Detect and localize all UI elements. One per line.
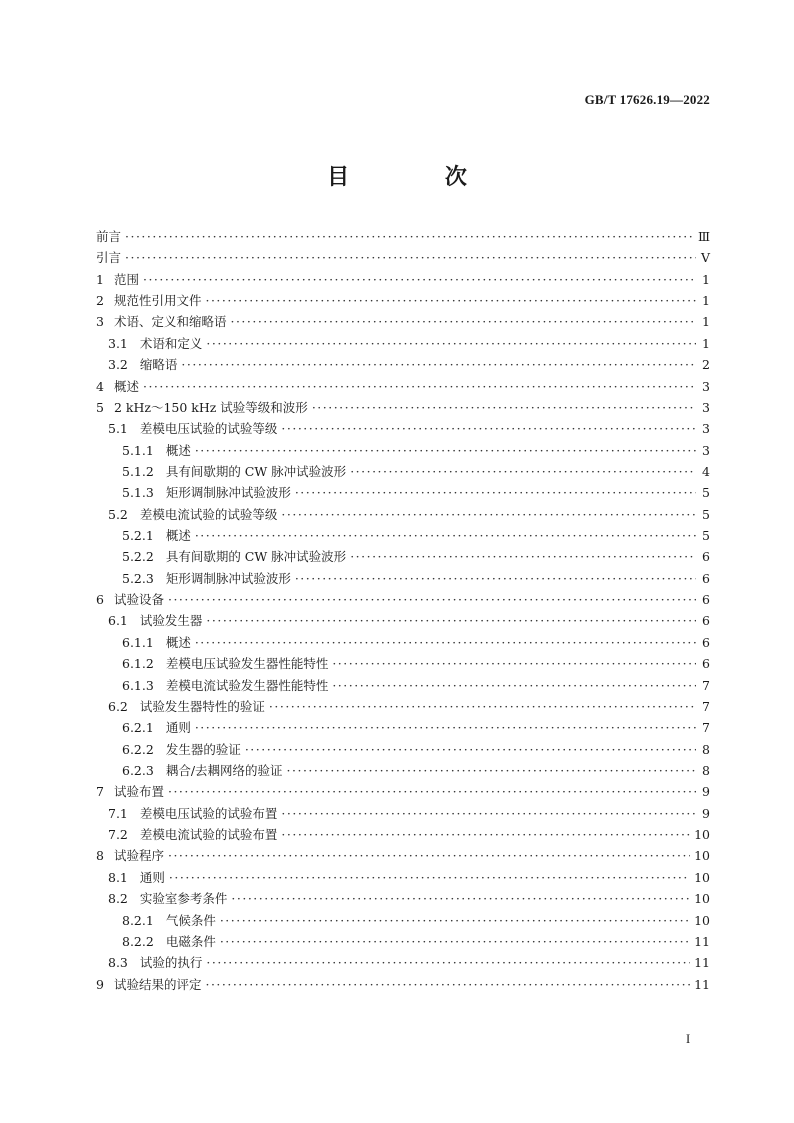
toc-entry[interactable] bbox=[96, 504, 710, 525]
toc-entry-number: 9 bbox=[96, 976, 104, 992]
dot-leader bbox=[231, 888, 690, 909]
toc-entry-number: 3 bbox=[96, 314, 104, 330]
toc-entry[interactable] bbox=[96, 675, 710, 696]
toc-entry-number: 6.1.3 bbox=[122, 677, 154, 693]
toc-entry[interactable] bbox=[96, 482, 710, 503]
toc-entry-number: 5.1.2 bbox=[122, 463, 154, 479]
toc-entry[interactable] bbox=[96, 974, 710, 995]
dot-leader bbox=[181, 354, 696, 375]
toc-entry-label: 差模电压试验的试验等级 bbox=[139, 421, 278, 437]
toc-entry[interactable] bbox=[96, 546, 710, 567]
toc-entry-number: 6.2.3 bbox=[122, 762, 154, 778]
toc-entry-page: 5 bbox=[702, 528, 710, 544]
dot-leader bbox=[125, 247, 696, 268]
toc-entry-number: 6.2.1 bbox=[122, 720, 154, 736]
toc-entry-label: 试验发生器特性的验证 bbox=[139, 698, 265, 714]
toc-entry-number: 6.2 bbox=[108, 698, 128, 714]
toc-entry[interactable] bbox=[96, 333, 710, 354]
toc-entry-number: 5.1.1 bbox=[122, 442, 154, 458]
toc-entry[interactable] bbox=[96, 525, 710, 546]
toc-entry-number: 4 bbox=[96, 378, 104, 394]
toc-entry-number: 8.2.1 bbox=[122, 912, 154, 928]
toc-entry-page: 8 bbox=[702, 762, 710, 778]
toc-entry-page: 7 bbox=[702, 698, 710, 714]
toc-entry-label: 实验室参考条件 bbox=[139, 891, 228, 907]
toc-entry-label: 电磁条件 bbox=[165, 933, 216, 949]
toc-entry-page: 9 bbox=[702, 784, 710, 800]
toc-entry-label: 差模电流试验的试验等级 bbox=[139, 506, 278, 522]
toc-entry[interactable] bbox=[96, 397, 710, 418]
table-of-contents bbox=[96, 226, 710, 995]
toc-entry-page: 3 bbox=[702, 378, 710, 394]
toc-entry-number: 7.1 bbox=[108, 805, 128, 821]
toc-entry-label: 2 kHz～150 kHz 试验等级和波形 bbox=[113, 399, 308, 415]
toc-entry-number: 8.2.2 bbox=[122, 933, 154, 949]
toc-entry-label: 差模电压试验的试验布置 bbox=[139, 805, 278, 821]
toc-entry-label: 概述 bbox=[165, 528, 191, 544]
toc-entry-label: 引言 bbox=[96, 250, 122, 266]
toc-entry-label: 差模电流试验的试验布置 bbox=[139, 827, 278, 843]
toc-entry-page: 6 bbox=[702, 592, 710, 608]
toc-entry-page: 3 bbox=[702, 442, 710, 458]
dot-leader bbox=[169, 867, 690, 888]
toc-entry-label: 术语和定义 bbox=[139, 335, 203, 351]
toc-entry-label: 试验发生器 bbox=[139, 613, 203, 629]
toc-entry-page: 9 bbox=[702, 805, 710, 821]
toc-entry-page: 11 bbox=[694, 976, 710, 992]
dot-leader bbox=[195, 525, 696, 546]
toc-entry-page: 1 bbox=[702, 271, 710, 287]
toc-entry-page: Ⅲ bbox=[697, 229, 710, 244]
toc-entry-page: 10 bbox=[694, 848, 710, 864]
toc-entry-label: 矩形调制脉冲试验波形 bbox=[165, 570, 291, 586]
toc-entry[interactable] bbox=[96, 290, 710, 311]
dot-leader bbox=[350, 546, 696, 567]
toc-entry[interactable] bbox=[96, 440, 710, 461]
toc-entry[interactable] bbox=[96, 247, 710, 268]
dot-leader bbox=[287, 760, 696, 781]
toc-entry[interactable] bbox=[96, 845, 710, 866]
toc-entry[interactable] bbox=[96, 589, 710, 610]
toc-entry-page: 4 bbox=[702, 463, 710, 479]
dot-leader bbox=[143, 269, 696, 290]
dot-leader bbox=[168, 845, 690, 866]
toc-entry-page: 11 bbox=[694, 933, 710, 949]
toc-entry[interactable] bbox=[96, 226, 710, 247]
toc-entry-page: 3 bbox=[702, 399, 710, 415]
toc-entry[interactable] bbox=[96, 824, 710, 845]
dot-leader bbox=[245, 739, 696, 760]
toc-entry-label: 规范性引用文件 bbox=[113, 293, 202, 309]
dot-leader bbox=[195, 717, 696, 738]
toc-entry-label: 耦合/去耦网络的验证 bbox=[165, 762, 283, 778]
toc-entry-page: 7 bbox=[702, 720, 710, 736]
toc-entry-label: 矩形调制脉冲试验波形 bbox=[165, 485, 291, 501]
dot-leader bbox=[312, 397, 696, 418]
toc-entry[interactable] bbox=[96, 376, 710, 397]
dot-leader bbox=[195, 440, 696, 461]
toc-entry-page: 10 bbox=[694, 827, 710, 843]
toc-entry-label: 范围 bbox=[113, 271, 139, 287]
toc-entry-page: 10 bbox=[694, 891, 710, 907]
dot-leader bbox=[332, 653, 696, 674]
toc-entry[interactable] bbox=[96, 760, 710, 781]
toc-entry-label: 试验结果的评定 bbox=[113, 976, 202, 992]
toc-entry-label: 差模电压试验发生器性能特性 bbox=[165, 656, 329, 672]
toc-entry-label: 概述 bbox=[165, 442, 191, 458]
toc-entry-page: 10 bbox=[694, 869, 710, 885]
toc-entry[interactable] bbox=[96, 269, 710, 290]
toc-entry-label: 气候条件 bbox=[165, 912, 216, 928]
toc-entry-page: 6 bbox=[702, 656, 710, 672]
dot-leader bbox=[125, 226, 694, 247]
toc-entry-number: 5.1 bbox=[108, 421, 128, 437]
toc-entry-number: 6.1.1 bbox=[122, 634, 154, 650]
toc-entry-number: 8.2 bbox=[108, 891, 128, 907]
toc-entry-label: 发生器的验证 bbox=[165, 741, 241, 757]
toc-entry-number: 1 bbox=[96, 271, 104, 287]
dot-leader bbox=[295, 482, 696, 503]
toc-entry[interactable] bbox=[96, 311, 710, 332]
toc-entry-number: 5 bbox=[96, 399, 104, 415]
toc-entry[interactable] bbox=[96, 931, 710, 952]
dot-leader bbox=[206, 333, 696, 354]
toc-entry-number: 3.1 bbox=[108, 335, 128, 351]
dot-leader bbox=[230, 311, 696, 332]
dot-leader bbox=[281, 504, 696, 525]
page-title: 目 次 bbox=[327, 164, 511, 190]
toc-entry[interactable] bbox=[96, 739, 710, 760]
dot-leader bbox=[281, 824, 690, 845]
toc-entry-page: 6 bbox=[702, 549, 710, 565]
toc-entry-page: Ⅴ bbox=[700, 250, 710, 266]
dot-leader bbox=[269, 696, 696, 717]
toc-entry-label: 概述 bbox=[113, 378, 139, 394]
toc-entry-page: 1 bbox=[702, 293, 710, 309]
toc-entry-page: 1 bbox=[702, 335, 710, 351]
toc-entry[interactable] bbox=[96, 952, 710, 973]
dot-leader bbox=[220, 931, 690, 952]
toc-entry-page: 7 bbox=[702, 677, 710, 693]
page-number: I bbox=[686, 1032, 691, 1046]
dot-leader bbox=[205, 974, 690, 995]
toc-entry-number: 6 bbox=[96, 592, 104, 608]
dot-leader bbox=[281, 418, 696, 439]
toc-entry-number: 8.3 bbox=[108, 955, 128, 971]
toc-entry[interactable] bbox=[96, 354, 710, 375]
dot-leader bbox=[332, 675, 696, 696]
toc-entry-number: 5.2.2 bbox=[122, 549, 154, 565]
toc-entry-label: 概述 bbox=[165, 634, 191, 650]
toc-entry-page: 10 bbox=[694, 912, 710, 928]
toc-entry-number: 8.1 bbox=[108, 869, 128, 885]
toc-entry-page: 1 bbox=[702, 314, 710, 330]
dot-leader bbox=[168, 589, 696, 610]
toc-entry-label: 具有间歇期的 CW 脉冲试验波形 bbox=[165, 549, 347, 565]
toc-entry[interactable] bbox=[96, 653, 710, 674]
toc-entry-page: 6 bbox=[702, 634, 710, 650]
toc-entry-number: 5.1.3 bbox=[122, 485, 154, 501]
dot-leader bbox=[195, 632, 696, 653]
toc-entry-label: 差模电流试验发生器性能特性 bbox=[165, 677, 329, 693]
toc-entry-number: 8 bbox=[96, 848, 104, 864]
toc-entry[interactable] bbox=[96, 461, 710, 482]
toc-entry-label: 具有间歇期的 CW 脉冲试验波形 bbox=[165, 463, 347, 479]
toc-entry-label: 通则 bbox=[139, 869, 165, 885]
toc-entry-number: 7 bbox=[96, 784, 104, 800]
toc-entry-page: 11 bbox=[694, 955, 710, 971]
toc-entry-number: 2 bbox=[96, 293, 104, 309]
toc-entry[interactable] bbox=[96, 867, 710, 888]
toc-entry-label: 试验的执行 bbox=[139, 955, 203, 971]
toc-entry-label: 缩略语 bbox=[139, 357, 178, 373]
dot-leader bbox=[206, 610, 696, 631]
toc-entry-number: 6.1.2 bbox=[122, 656, 154, 672]
dot-leader bbox=[168, 781, 696, 802]
toc-entry-page: 6 bbox=[702, 570, 710, 586]
toc-entry-number: 5.2.3 bbox=[122, 570, 154, 586]
dot-leader bbox=[205, 290, 696, 311]
dot-leader bbox=[295, 568, 696, 589]
toc-entry-label: 通则 bbox=[165, 720, 191, 736]
dot-leader bbox=[206, 952, 690, 973]
toc-entry-number: 5.2 bbox=[108, 506, 128, 522]
toc-entry-number: 6.2.2 bbox=[122, 741, 154, 757]
toc-entry[interactable] bbox=[96, 717, 710, 738]
dot-leader bbox=[350, 461, 696, 482]
toc-entry[interactable] bbox=[96, 418, 710, 439]
toc-entry[interactable] bbox=[96, 610, 710, 631]
toc-entry[interactable] bbox=[96, 888, 710, 909]
toc-entry[interactable] bbox=[96, 568, 710, 589]
toc-entry-page: 2 bbox=[702, 357, 710, 373]
toc-entry-page: 5 bbox=[702, 485, 710, 501]
toc-entry-number: 3.2 bbox=[108, 357, 128, 373]
dot-leader bbox=[220, 910, 690, 931]
toc-entry-page: 6 bbox=[702, 613, 710, 629]
dot-leader bbox=[281, 803, 696, 824]
toc-entry-label: 试验布置 bbox=[113, 784, 164, 800]
toc-entry[interactable] bbox=[96, 803, 710, 824]
toc-entry-page: 3 bbox=[702, 421, 710, 437]
toc-entry-label: 前言 bbox=[96, 229, 122, 244]
toc-entry-number: 5.2.1 bbox=[122, 528, 154, 544]
toc-entry-number: 6.1 bbox=[108, 613, 128, 629]
toc-entry-label: 试验设备 bbox=[113, 592, 164, 608]
toc-entry-label: 术语、定义和缩略语 bbox=[113, 314, 227, 330]
toc-entry[interactable] bbox=[96, 696, 710, 717]
toc-entry[interactable] bbox=[96, 910, 710, 931]
toc-entry-page: 8 bbox=[702, 741, 710, 757]
toc-entry-label: 试验程序 bbox=[113, 848, 164, 864]
toc-entry[interactable] bbox=[96, 632, 710, 653]
toc-entry[interactable] bbox=[96, 781, 710, 802]
standard-code: GB/T 17626.19—2022 bbox=[584, 92, 710, 107]
toc-entry-page: 5 bbox=[702, 506, 710, 522]
dot-leader bbox=[143, 376, 696, 397]
toc-entry-number: 7.2 bbox=[108, 827, 128, 843]
